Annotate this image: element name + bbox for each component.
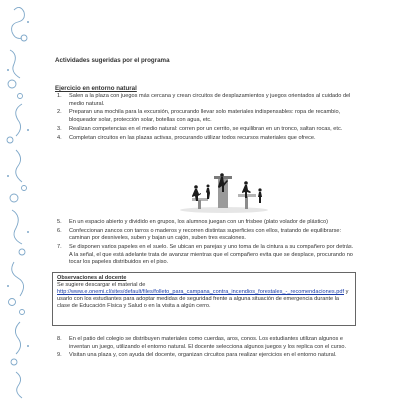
playground-figures-illustration — [178, 172, 270, 214]
list-item — [55, 135, 357, 143]
list-item — [55, 93, 357, 108]
item-number: 1. — [57, 93, 62, 99]
teacher-notes-box — [52, 272, 356, 326]
item-number: 5. — [57, 219, 62, 225]
item-number: 3. — [57, 125, 62, 132]
item-text: Se disponen varios papeles en el suelo. Se ubican en parejas y uno toma de la cintura a su compañero por detrás. A la señal, el que está adelante trata de avanzar mientras que el compañero evita que se desplace, procurando no tocar los papeles distribuidos en el piso. — [69, 244, 354, 266]
activity-list-a — [55, 93, 357, 143]
list-item — [55, 109, 357, 124]
item-number: 2. — [57, 109, 62, 116]
item-number: 8. — [57, 336, 62, 342]
section-heading: Ejercicio en entorno natural — [55, 85, 137, 92]
list-item — [55, 219, 357, 227]
resource-link[interactable]: http://www.e.onemi.cl/sites/default/files/folleto_para_campana_contra_incendios_forestales_-_recomendaciones.pdf — [57, 289, 345, 296]
list-item — [55, 228, 357, 243]
item-text: En el patio del colegio se distribuyen materiales como cuerdas, aros, conos. Los estudiantes utilizan algunos e inventan un juego, utilizando el entorno natural. El docente selecciona algunos juegos y los replica con el curso. — [69, 336, 347, 350]
item-number: 4. — [57, 134, 62, 141]
item-text: Salen a la plaza con juegos más cercana y crean circuitos de desplazamientos y juegos orientados al cuidado del medio natural. — [69, 93, 351, 107]
item-number: 6. — [57, 227, 62, 234]
activity-list-c — [55, 336, 357, 361]
list-item — [55, 352, 357, 360]
teacher-notes-heading: Observaciones al docente — [57, 275, 127, 281]
list-item — [55, 126, 357, 134]
item-text: Confeccionan zancos con tarros o maderos y recorren distintas superficies con ellos, tratando de equilibrarse: caminan por desniveles, suben y bajan un cajón, suben tres escalones. — [69, 227, 342, 242]
list-item — [55, 336, 357, 351]
item-text: En un espacio abierto y dividido en grupos, los alumnos juegan con un frisbee (plato volador de plástico) — [69, 219, 329, 225]
item-text: Realizan competencias en el medio natural: corren por un cerrito, se equilibran en un tronco, saltan rocas, etc. — [69, 125, 343, 132]
decorative-swirl-icon — [0, 0, 40, 400]
item-text: Completan circuitos en las plazas activas, procurando utilizar todos recursos materiales que ofrece. — [69, 134, 316, 141]
teacher-notes-intro: Se sugiere descargar el material de — [57, 282, 146, 289]
item-text: Preparan una mochila para la excursión, procurando llevar solo materiales indispensables: ropa de recambio, bloqueador solar, protección solar, botellas con agua, etc. — [69, 109, 341, 123]
list-item — [55, 244, 357, 267]
item-number: 9. — [57, 352, 62, 359]
item-text: Visitan una plaza y, con ayuda del docente, organizan circuitos para realizar ejercicios en el entorno natural. — [69, 352, 337, 359]
item-number: 7. — [57, 244, 62, 251]
activities-title: Actividades sugeridas por el programa — [55, 57, 170, 64]
teacher-notes-text: y usarlo con los estudiantes para adoptar medidas de seguridad frente a alguna situación de emergencia durante la clase de Educación Física y Salud o en la visita a algún cerro. — [57, 289, 349, 310]
activity-list-b — [55, 219, 357, 268]
